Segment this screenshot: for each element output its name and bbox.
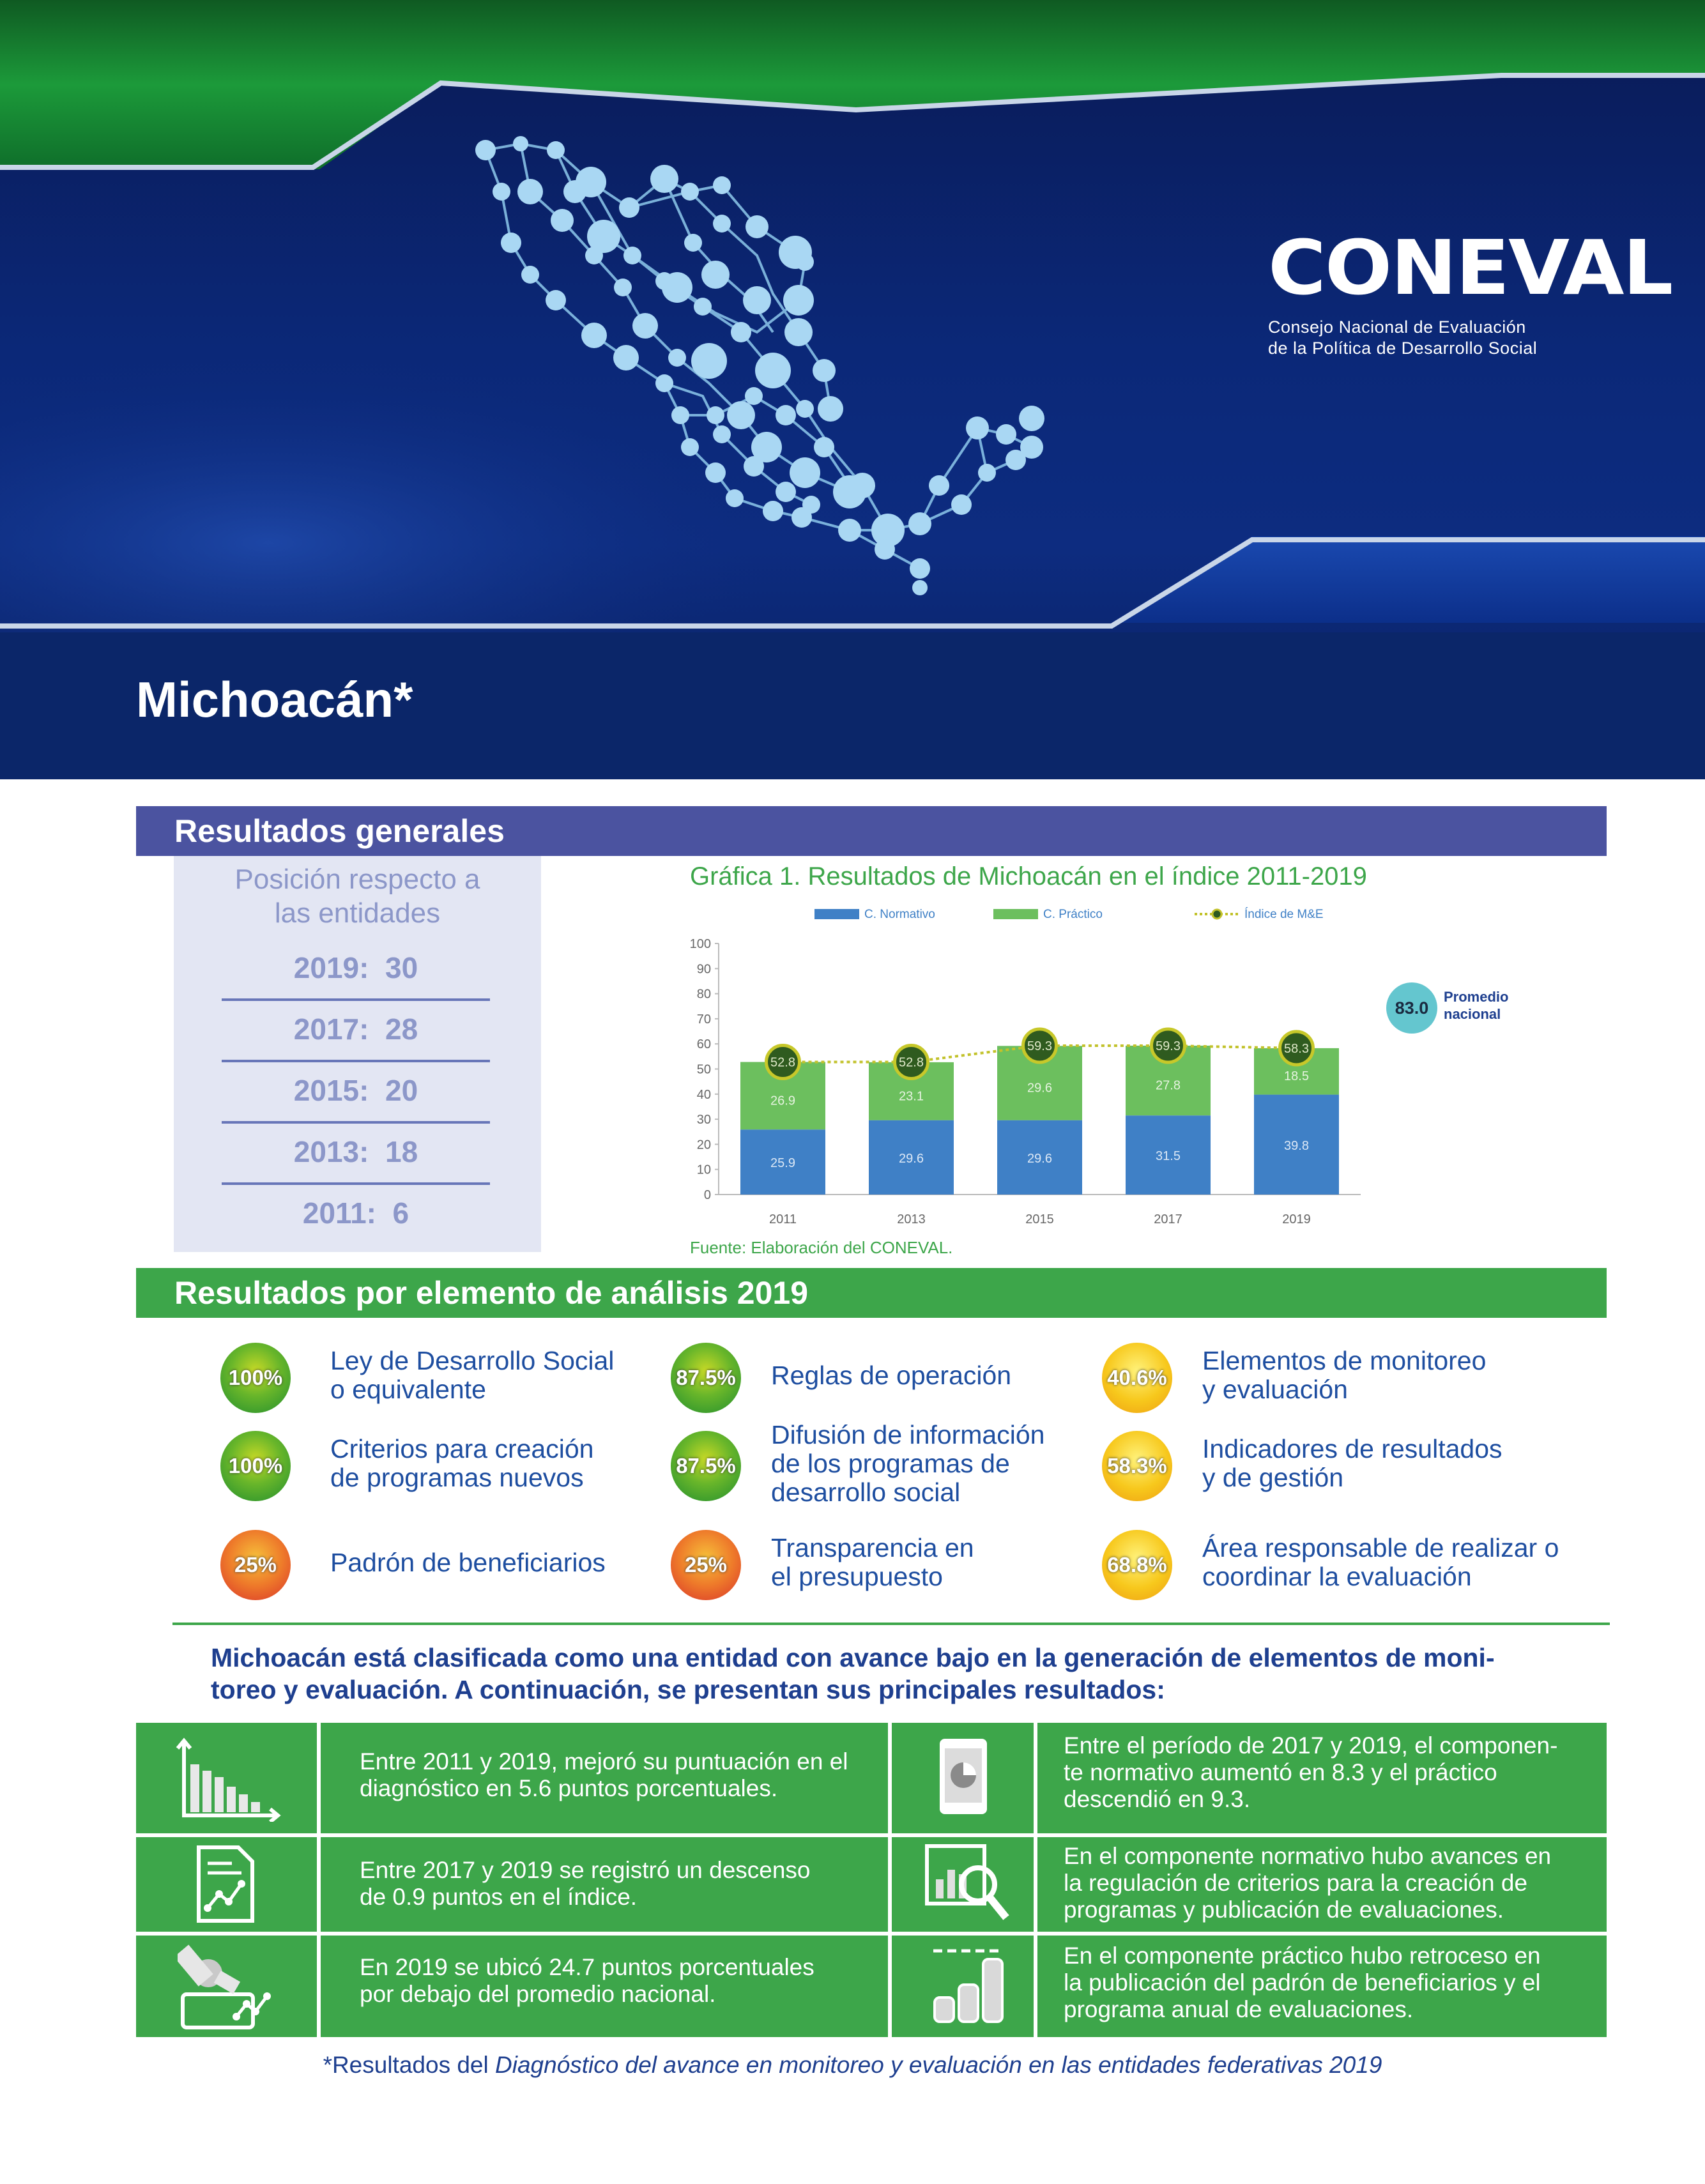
rank-year: 2019: (293, 951, 369, 984)
legend-label: Índice de M&E (1244, 908, 1324, 921)
result-cell (360, 1748, 871, 1802)
element-label-line: Reglas de operación (771, 1360, 1012, 1390)
y-tick-label: 60 (696, 1037, 711, 1052)
result-line: diagnóstico en 5.6 puntos porcentuales. (360, 1775, 778, 1801)
rank-year: 2011: (302, 1196, 376, 1230)
header-background (0, 0, 1705, 779)
result-line: te normativo aumentó en 8.3 y el práctico (1064, 1759, 1497, 1785)
rank-year: 2017: (293, 1012, 369, 1046)
element-score-badge: 25% (671, 1530, 741, 1600)
element-label-line: el presupuesto (771, 1562, 943, 1591)
element-label-line: y evaluación (1202, 1375, 1348, 1404)
result-line: descendió en 9.3. (1064, 1786, 1251, 1812)
element-score-badge: 100% (220, 1343, 291, 1413)
section-title-general: Resultados generales (136, 806, 1607, 856)
element-label-line: coordinar la evaluación (1202, 1562, 1472, 1591)
element-score-badge: 58.3% (1102, 1431, 1172, 1501)
classification-line: Michoacán está clasificada como una entidad con avance bajo en la generación de elementos de moni- (211, 1643, 1495, 1672)
rank-divider (222, 1060, 490, 1062)
index-point-label: 52.8 (770, 1055, 795, 1070)
logo-subtitle-line: de la Política de Desarrollo Social (1268, 339, 1538, 358)
index-point-label: 52.8 (899, 1055, 924, 1070)
result-line: Entre 2011 y 2019, mejoró su puntuación en el (360, 1748, 848, 1775)
position-title (174, 862, 541, 930)
element-label-line: Elementos de monitoreo (1202, 1346, 1487, 1375)
result-line: la regulación de criterios para la creación de (1064, 1870, 1528, 1896)
y-tick-label: 40 (696, 1087, 711, 1102)
bar-label-normativo: 31.5 (1156, 1149, 1181, 1164)
national-average-value: 83.0 (1395, 998, 1429, 1018)
chart-source: Fuente: Elaboración del CONEVAL. (690, 1238, 953, 1257)
result-line: de 0.9 puntos en el índice. (360, 1884, 638, 1910)
element-label-line: o equivalente (330, 1375, 486, 1404)
section-divider (172, 1623, 1610, 1625)
classification-text (211, 1642, 1571, 1706)
element-label-line: de programas nuevos (330, 1463, 584, 1492)
table-divider (136, 1932, 1607, 1936)
y-tick-label: 70 (696, 1012, 711, 1027)
table-divider (136, 1833, 1607, 1837)
bar-label-practico: 18.5 (1284, 1069, 1309, 1084)
microscope-icon (178, 1940, 273, 2033)
descending-chart-icon (174, 1736, 283, 1822)
results-table (136, 1723, 1607, 2037)
index-point-label: 59.3 (1156, 1039, 1181, 1053)
x-tick-label: 2019 (1282, 1212, 1311, 1226)
element-score-badge: 100% (220, 1431, 291, 1501)
rank-row (222, 1134, 490, 1169)
y-tick-label: 50 (696, 1062, 711, 1077)
element-label-line: Área responsable de realizar o (1202, 1533, 1559, 1562)
index-chart (664, 897, 1584, 1233)
logo-subtitle-line: Consejo Nacional de Evaluación (1268, 317, 1526, 337)
coneval-logo (1268, 224, 1672, 359)
result-line: En el componente normativo hubo avances en (1064, 1843, 1552, 1869)
result-line: la publicación del padrón de beneficiarios y el (1064, 1969, 1541, 1996)
element-label-line: desarrollo social (771, 1477, 961, 1507)
element-label (771, 1534, 974, 1591)
tablet-pie-chart-icon (935, 1736, 992, 1819)
result-cell (1064, 1843, 1594, 1923)
element-label (1202, 1435, 1502, 1492)
bar-label-practico: 29.6 (1027, 1081, 1052, 1096)
section-title-elements: Resultados por elemento de análisis 2019 (136, 1268, 1607, 1318)
y-tick-label: 80 (696, 987, 711, 1002)
rank-row (222, 1196, 490, 1230)
result-cell (1064, 1732, 1594, 1813)
y-tick-label: 10 (696, 1163, 711, 1177)
rank-year: 2013: (293, 1135, 369, 1168)
element-label-line: Padrón de beneficiarios (330, 1547, 606, 1577)
bar-label-normativo: 25.9 (770, 1156, 795, 1171)
element-label (330, 1347, 614, 1404)
index-point-label: 59.3 (1027, 1039, 1052, 1053)
bar-label-practico: 26.9 (770, 1094, 795, 1108)
y-tick-label: 30 (696, 1113, 711, 1127)
element-score-badge: 87.5% (671, 1431, 741, 1501)
legend-marker (1212, 910, 1221, 919)
result-cell (1064, 1943, 1594, 2023)
bar-label-normativo: 29.6 (899, 1151, 924, 1166)
element-label (330, 1435, 593, 1492)
bar-label-normativo: 39.8 (1284, 1138, 1309, 1153)
footnote-italic: Diagnóstico del avance en monitoreo y evaluación en las entidades federativas 2019 (495, 2052, 1382, 2078)
element-label (1202, 1347, 1486, 1404)
footnote (0, 2052, 1705, 2079)
logo-wordmark: CONEVAL (1268, 224, 1672, 312)
element-label-line: Criterios para creación (330, 1434, 594, 1463)
element-label-line: Ley de Desarrollo Social (330, 1346, 615, 1375)
table-divider (888, 1723, 892, 2037)
rank-divider (222, 1121, 490, 1124)
footnote-prefix: *Resultados del (323, 2052, 496, 2078)
national-average-label: Promedio (1444, 989, 1509, 1005)
element-label-line: Transparencia en (771, 1533, 974, 1562)
result-line: En 2019 se ubicó 24.7 puntos porcentuales (360, 1954, 814, 1980)
bar-columns-icon (928, 1943, 1011, 2026)
national-average-label: nacional (1444, 1006, 1501, 1022)
bar-label-practico: 23.1 (899, 1089, 924, 1104)
rank-year: 2015: (293, 1074, 369, 1107)
rank-divider (222, 998, 490, 1001)
y-tick-label: 100 (689, 937, 711, 951)
document-chart-icon (194, 1844, 257, 1924)
legend-label: C. Normativo (864, 908, 935, 921)
legend-label: C. Práctico (1043, 908, 1103, 921)
element-label (330, 1548, 606, 1577)
legend-swatch (993, 909, 1038, 919)
element-label (1202, 1534, 1559, 1591)
element-label-line: y de gestión (1202, 1463, 1344, 1492)
rank-row (222, 951, 490, 985)
rank-row (222, 1012, 490, 1046)
chart-title: Gráfica 1. Resultados de Michoacán en el índice 2011-2019 (690, 862, 1367, 890)
logo-subtitle (1268, 317, 1575, 359)
element-label-line: Indicadores de resultados (1202, 1434, 1502, 1463)
element-label (771, 1421, 1044, 1507)
x-tick-label: 2015 (1025, 1212, 1054, 1226)
bar-label-normativo: 29.6 (1027, 1151, 1052, 1166)
element-score-badge: 40.6% (1102, 1343, 1172, 1413)
element-label (771, 1361, 1011, 1390)
result-line: Entre el período de 2017 y 2019, el componen- (1064, 1732, 1558, 1759)
element-label-line: de los programas de (771, 1448, 1010, 1478)
index-point-label: 58.3 (1284, 1041, 1309, 1056)
result-line: por debajo del promedio nacional. (360, 1981, 716, 2007)
rank-divider (222, 1182, 490, 1185)
bar-label-practico: 27.8 (1156, 1078, 1181, 1093)
table-divider (1034, 1723, 1037, 2037)
rank-value: 20 (385, 1074, 418, 1107)
position-panel (174, 856, 541, 1252)
magnifier-chart-icon (922, 1841, 1011, 1927)
rank-row (222, 1073, 490, 1108)
element-score-badge: 87.5% (671, 1343, 741, 1413)
x-tick-label: 2013 (897, 1212, 926, 1226)
x-tick-label: 2011 (768, 1212, 797, 1226)
result-cell (360, 1954, 871, 2008)
rank-value: 28 (385, 1012, 418, 1046)
x-tick-label: 2017 (1154, 1212, 1182, 1226)
page-title: Michoacán* (136, 671, 413, 728)
header-banner (0, 0, 1705, 779)
rank-value: 30 (385, 951, 418, 984)
legend-swatch (814, 909, 859, 919)
y-tick-label: 90 (696, 962, 711, 977)
classification-line: toreo y evaluación. A continuación, se presentan sus principales resultados: (211, 1675, 1165, 1704)
position-title-text: Posición respecto a las entidades (234, 864, 480, 929)
y-tick-label: 20 (696, 1138, 711, 1152)
element-score-badge: 25% (220, 1530, 291, 1600)
table-divider (317, 1723, 321, 2037)
rank-value: 18 (385, 1135, 418, 1168)
element-label-line: Difusión de información (771, 1419, 1045, 1449)
element-score-badge: 68.8% (1102, 1530, 1172, 1600)
y-tick-label: 0 (703, 1188, 711, 1202)
result-line: programa anual de evaluaciones. (1064, 1996, 1414, 2022)
result-cell (360, 1857, 871, 1911)
rank-value: 6 (392, 1196, 409, 1230)
result-line: Entre 2017 y 2019 se registró un descenso (360, 1857, 811, 1883)
result-line: En el componente práctico hubo retroceso en (1064, 1943, 1541, 1969)
result-line: programas y publicación de evaluaciones. (1064, 1897, 1504, 1923)
